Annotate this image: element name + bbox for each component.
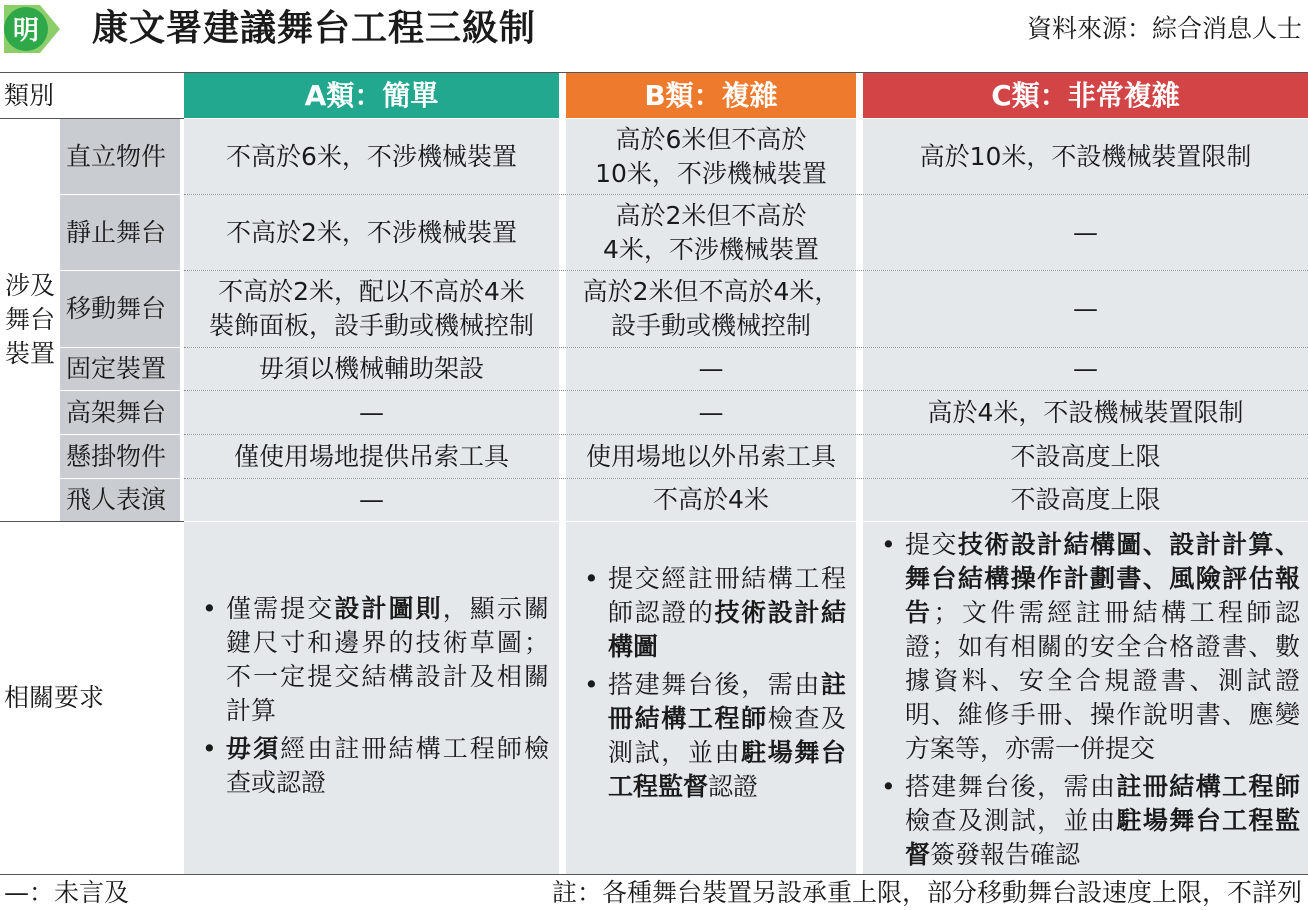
cell-mobile-c: — <box>863 271 1308 347</box>
cell-mobile-a: 不高於2米，配以不高於4米 裝飾面板，設手動或機械控制 <box>184 271 559 347</box>
page-title: 康文署建議舞台工程三級制 <box>92 8 537 49</box>
row-label-static-stage: 靜止舞台 <box>60 195 180 270</box>
cell-upright-c: 高於10米，不設機械裝置限制 <box>863 119 1308 194</box>
req-b <box>566 522 856 874</box>
logo-char: 明 <box>12 16 40 46</box>
req-label: 相關要求 <box>0 522 180 874</box>
cell-upright-b: 高於6米但不高於 10米，不涉機械裝置 <box>566 119 856 194</box>
cell-flying-b: 不高於4米 <box>566 479 856 521</box>
req-a <box>184 522 559 874</box>
cell-flying-a: — <box>184 479 559 521</box>
row-label-hanging: 懸掛物件 <box>60 435 180 478</box>
cell-flying-c: 不設高度上限 <box>863 479 1308 521</box>
row-label-fixed-device: 固定裝置 <box>60 348 180 390</box>
list-item: • 提交技術設計結構圖、設計計算、舞台結構操作計劃書、風險評估報告；文件需經註冊結構工程師認證；如有相關的安全合格證書、數據資料、安全合規證書、測試證明、維修手冊、操作說明書、應變方案等，亦需一併提交 <box>881 530 1300 763</box>
col-header-c: C類：非常複雜 <box>863 73 1308 118</box>
cell-elevated-c: 高於4米，不設機械裝置限制 <box>863 391 1308 434</box>
list-item: • 毋須經由註冊結構工程師檢查或認證 <box>202 734 549 797</box>
cell-fixed-c: — <box>863 348 1308 390</box>
cell-fixed-b: — <box>566 348 856 390</box>
cell-static-c: — <box>863 195 1308 270</box>
cell-elevated-a: — <box>184 391 559 434</box>
list-item: • 搭建舞台後，需由註冊結構工程師檢查及測試，並由駐場舞台工程監督簽發報告確認 <box>881 772 1300 869</box>
row-label-upright: 直立物件 <box>60 119 180 194</box>
cell-static-b: 高於2米但不高於 4米，不涉機械裝置 <box>566 195 856 270</box>
footnote: 註：各種舞台裝置另設承重上限，部分移動舞台設速度上限，不詳列 <box>551 878 1302 907</box>
list-item: • 提交經註冊結構工程師認證的技術設計結構圖 <box>584 564 846 661</box>
list-item: • 搭建舞台後，需由註冊結構工程師檢查及測試，並由駐場舞台工程監督認證 <box>584 670 846 801</box>
cell-hanging-b: 使用場地以外吊索工具 <box>566 435 856 478</box>
cell-upright-a: 不高於6米，不涉機械裝置 <box>184 119 559 194</box>
cell-elevated-b: — <box>566 391 856 434</box>
category-label: 類別 <box>0 73 180 118</box>
group-label: 涉及 舞台 裝置 <box>0 119 60 521</box>
cell-fixed-a: 毋須以機械輔助架設 <box>184 348 559 390</box>
ming-pao-logo <box>0 3 62 55</box>
cell-mobile-b: 高於2米但不高於4米， 設手動或機械控制 <box>566 271 856 347</box>
legend-note: —：未言及 <box>4 878 130 907</box>
col-header-b: B類：複雜 <box>566 73 856 118</box>
cell-hanging-c: 不設高度上限 <box>863 435 1308 478</box>
cell-static-a: 不高於2米，不涉機械裝置 <box>184 195 559 270</box>
row-label-flying: 飛人表演 <box>60 479 180 521</box>
row-label-elevated-stage: 高架舞台 <box>60 391 180 434</box>
source-note: 資料來源：綜合消息人士 <box>1026 14 1302 43</box>
cell-hanging-a: 僅使用場地提供吊索工具 <box>184 435 559 478</box>
col-header-a: A類：簡單 <box>184 73 559 118</box>
req-c <box>863 522 1308 874</box>
list-item: • 僅需提交設計圖則，顯示關鍵尺寸和邊界的技術草圖；不一定提交結構設計及相關計算 <box>202 594 549 725</box>
row-label-mobile-stage: 移動舞台 <box>60 271 180 347</box>
